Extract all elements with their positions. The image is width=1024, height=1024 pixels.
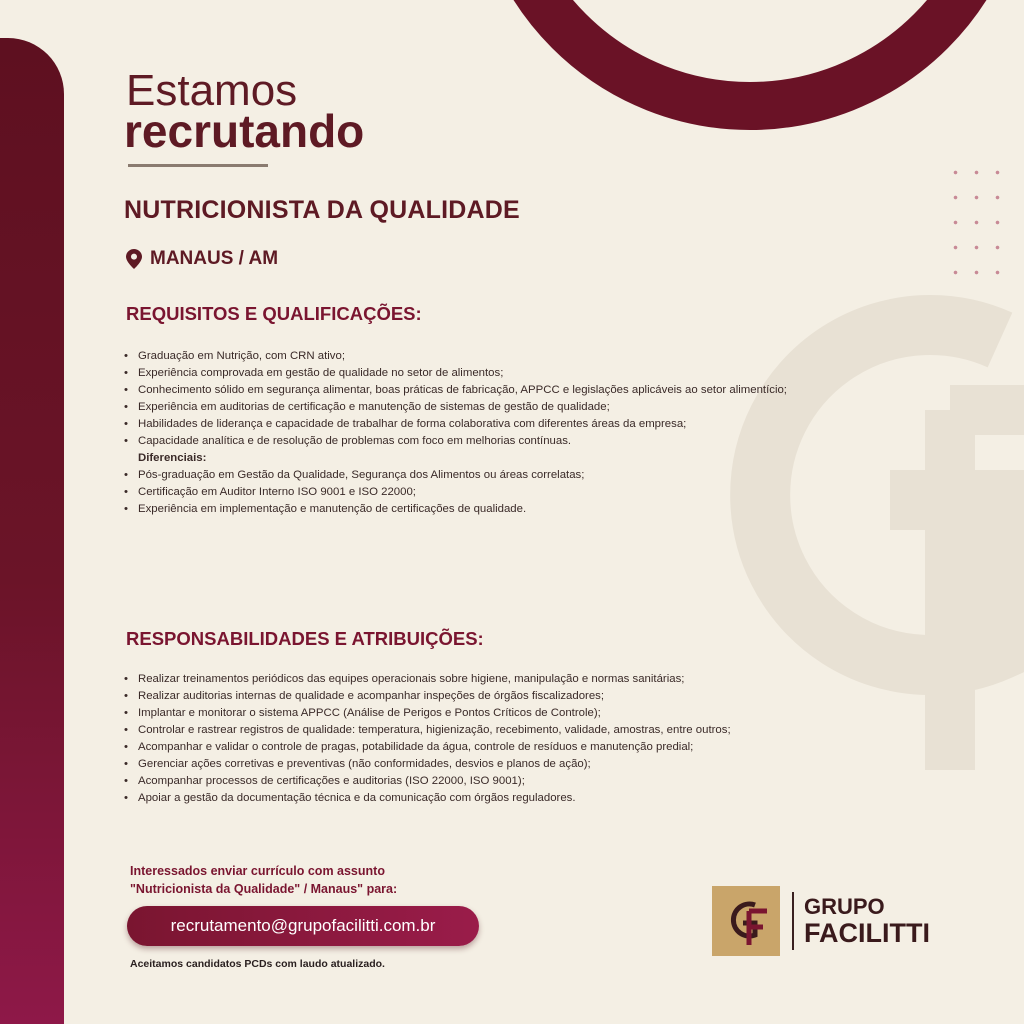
list-item: • Controlar e rastrear registros de qualidade: temperatura, higienização, recebimento, validade, amostras, entre outros; bbox=[122, 722, 892, 739]
list-item: • Experiência em implementação e manutenção de certificações de qualidade. bbox=[122, 501, 892, 518]
list-item: • Realizar auditorias internas de qualidade e acompanhar inspeções de órgãos fiscalizadores; bbox=[122, 688, 892, 705]
list-item: • Acompanhar processos de certificações e auditorias (ISO 22000, ISO 9001); bbox=[122, 773, 892, 790]
list-item: • Pós-graduação em Gestão da Qualidade, Segurança dos Alimentos ou áreas correlatas; bbox=[122, 467, 892, 484]
list-item: • Capacidade analítica e de resolução de problemas com foco em melhorias contínuas. bbox=[122, 433, 892, 450]
list-item: • Conhecimento sólido em segurança alimentar, boas práticas de fabricação, APPCC e legislações aplicáveis ao setor alimentício; bbox=[122, 382, 892, 399]
map-pin-icon bbox=[126, 249, 142, 269]
list-item: • Habilidades de liderança e capacidade de trabalhar de forma colaborativa com diferentes áreas da empresa; bbox=[122, 416, 892, 433]
requirements-title: REQUISITOS E QUALIFICAÇÕES: bbox=[126, 303, 422, 324]
logo-line2: FACILITTI bbox=[804, 917, 930, 948]
requirements-list bbox=[122, 348, 892, 518]
contact-email-button[interactable]: recrutamento@grupofacilitti.com.br bbox=[127, 906, 479, 946]
headline-line2: recrutando bbox=[124, 105, 365, 157]
list-item: • Graduação em Nutrição, com CRN ativo; bbox=[122, 348, 892, 365]
list-item: • Apoiar a gestão da documentação técnica e da comunicação com órgãos reguladores. bbox=[122, 790, 892, 807]
logo-separator bbox=[792, 892, 794, 950]
job-title: NUTRICIONISTA DA QUALIDADE bbox=[124, 196, 520, 224]
contact-instruction-line2: "Nutricionista da Qualidade" / Manaus" para: bbox=[130, 882, 398, 896]
logo-wordmark bbox=[804, 893, 930, 948]
list-item: • Realizar treinamentos periódicos das equipes operacionais sobre higiene, manipulação e normas sanitárias; bbox=[122, 671, 892, 688]
differentials-label: Diferenciais: bbox=[138, 452, 207, 464]
job-location-text: MANAUS / AM bbox=[150, 248, 279, 269]
job-location bbox=[126, 248, 278, 270]
logo-line1: GRUPO bbox=[804, 893, 885, 919]
list-item: • Implantar e monitorar o sistema APPCC (Análise de Perigos e Pontos Críticos de Controle); bbox=[122, 705, 892, 722]
headline-line1: Estamos bbox=[126, 66, 298, 115]
logo-mark bbox=[712, 886, 780, 956]
list-item: • Certificação em Auditor Interno ISO 9001 e ISO 22000; bbox=[122, 484, 892, 501]
headline-divider bbox=[128, 164, 268, 167]
list-item: • Experiência em auditorias de certificação e manutenção de sistemas de gestão de qualidade; bbox=[122, 399, 892, 416]
list-item: • Experiência comprovada em gestão de qualidade no setor de alimentos; bbox=[122, 365, 892, 382]
list-item: • Gerenciar ações corretivas e preventivas (não conformidades, desvios e planos de ação); bbox=[122, 756, 892, 773]
list-item: • Acompanhar e validar o controle de pragas, potabilidade da água, controle de resíduos e manutenção predial; bbox=[122, 739, 892, 756]
responsibilities-list bbox=[122, 671, 892, 807]
pcd-note: Aceitamos candidatos PCDs com laudo atualizado. bbox=[130, 958, 385, 970]
responsibilities-title: RESPONSABILIDADES E ATRIBUIÇÕES: bbox=[126, 628, 484, 649]
contact-instruction-line1: Interessados enviar currículo com assunto bbox=[130, 864, 385, 878]
brand-logo bbox=[712, 886, 930, 956]
gf-monogram-icon bbox=[721, 895, 771, 947]
